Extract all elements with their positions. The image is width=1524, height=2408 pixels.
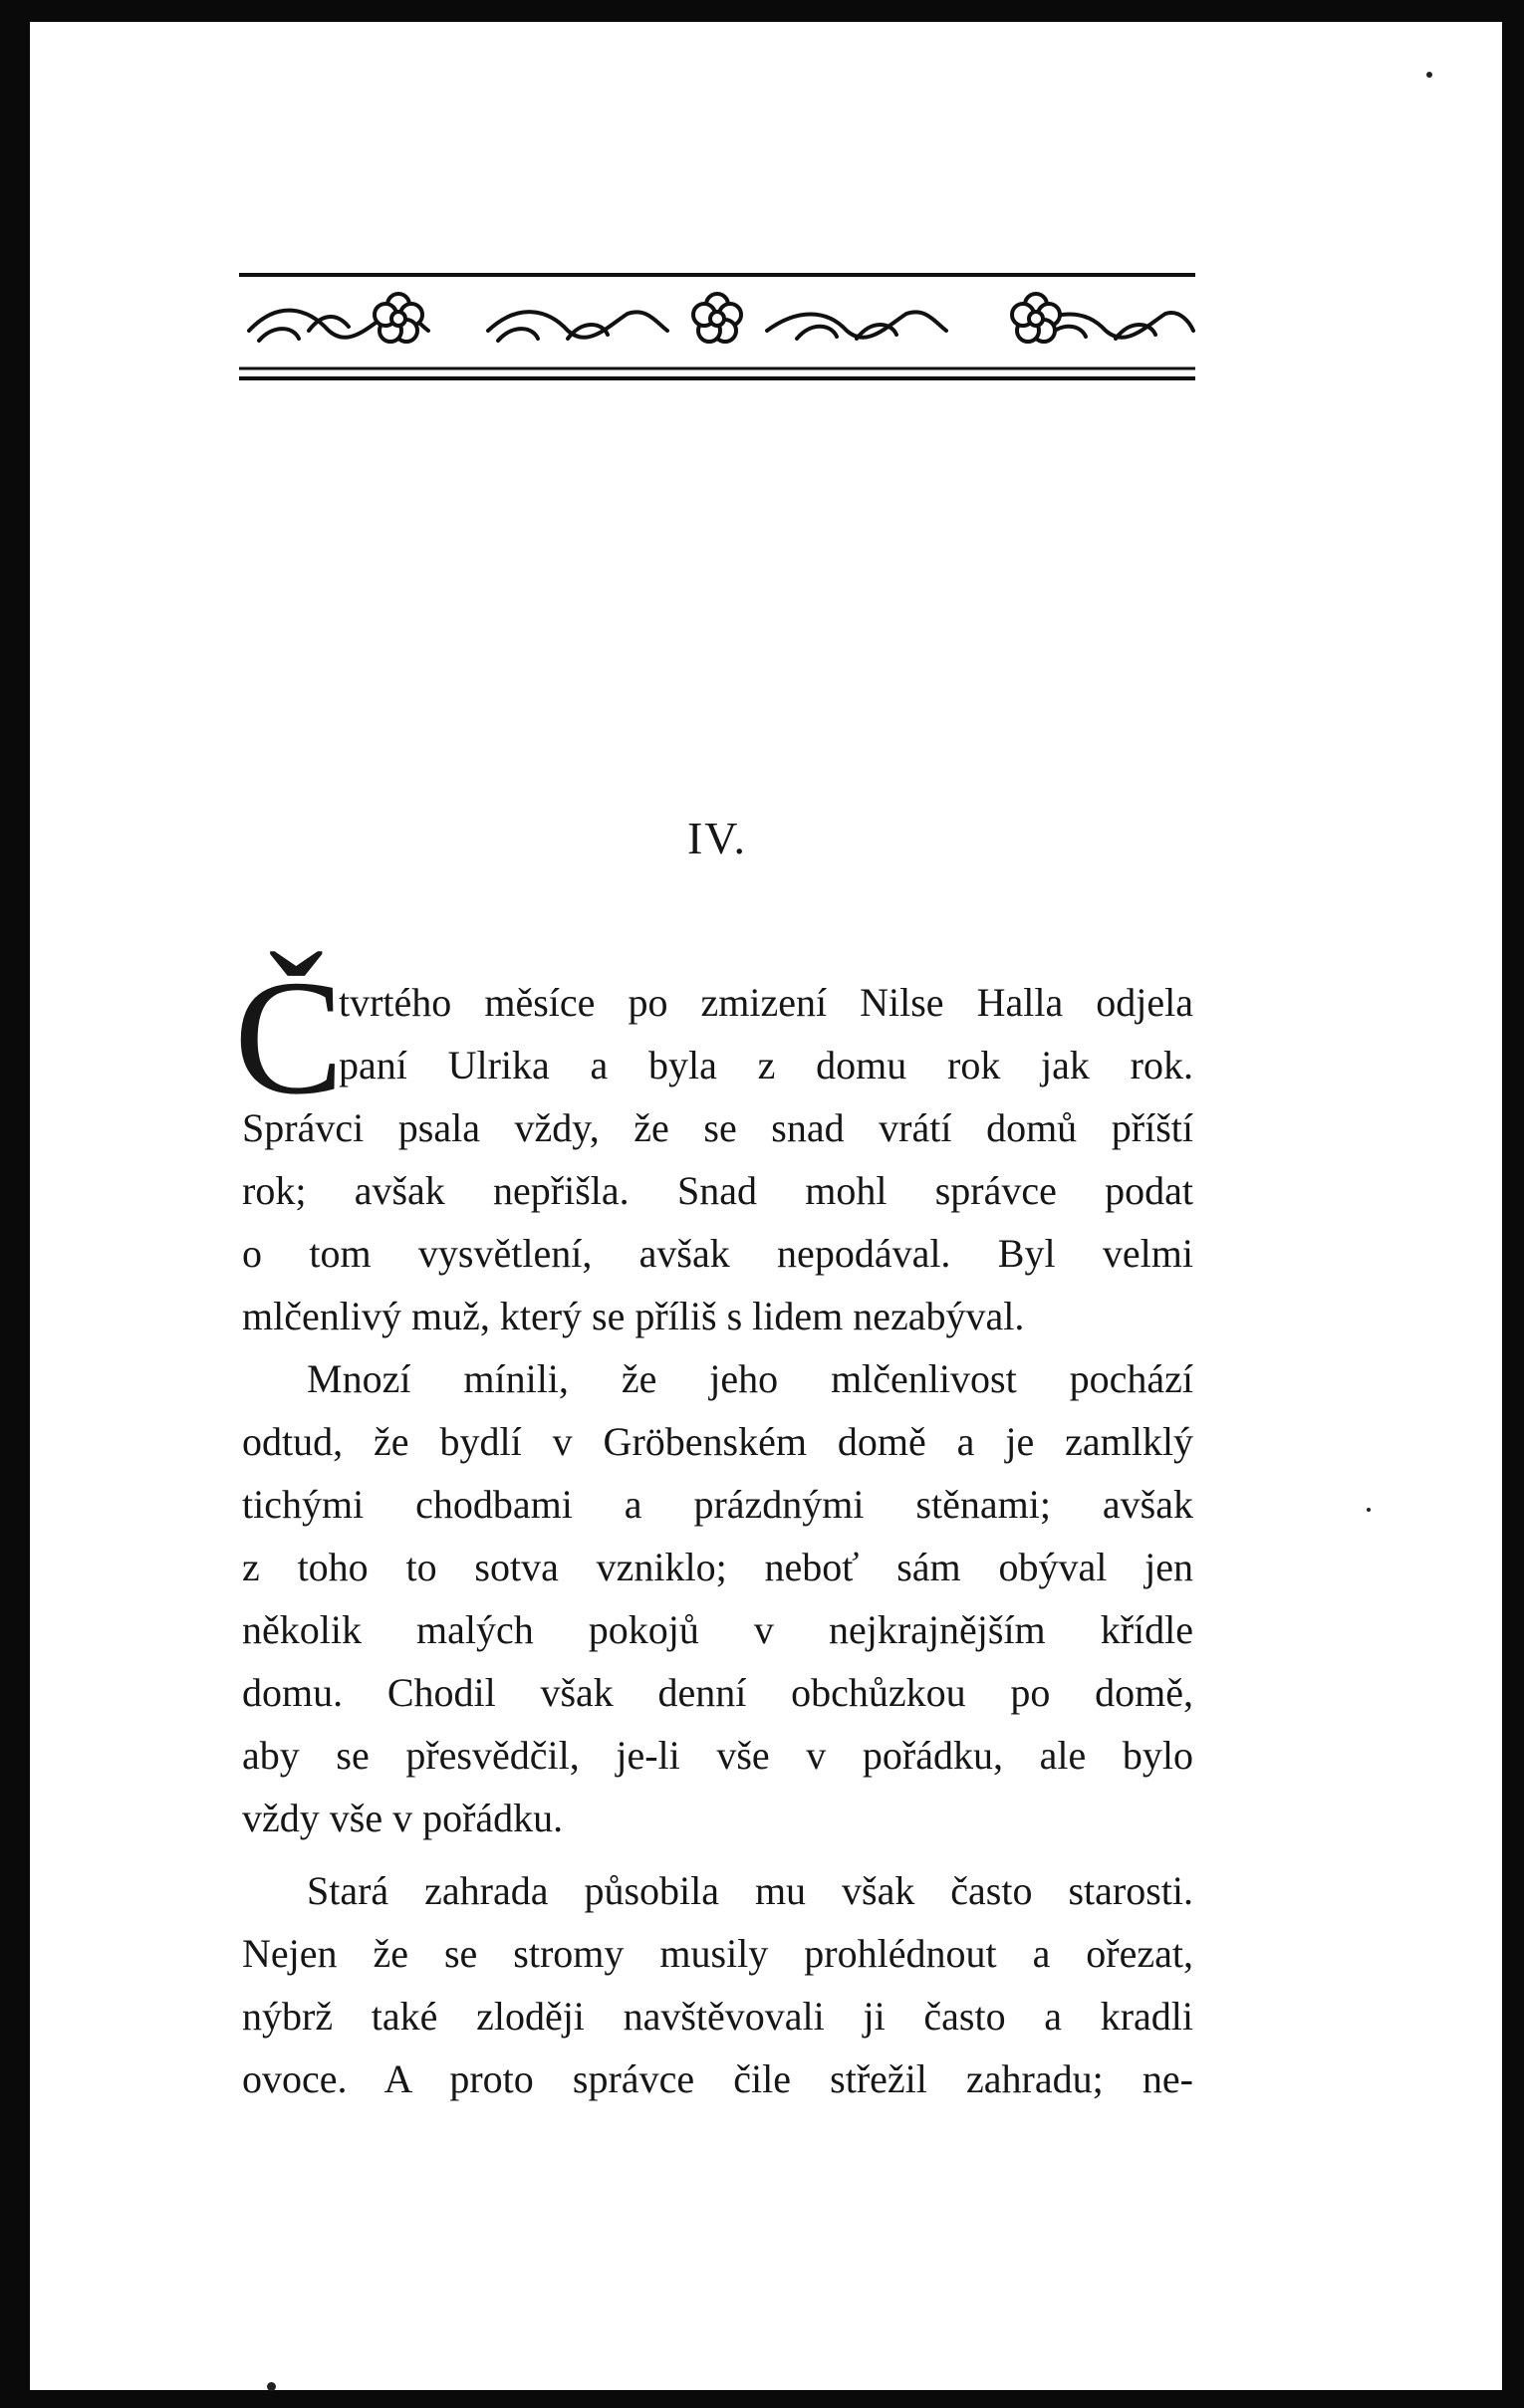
text-line: Mnozí mínili, že jeho mlčenlivost pochází <box>307 1356 1193 1401</box>
scan-edge-bottom <box>0 2390 1524 2408</box>
text-line: tvrtého měsíce po zmizení Nilse Halla odjela <box>339 980 1193 1025</box>
drop-cap: Č <box>234 946 345 1128</box>
scan-edge-right <box>1502 0 1524 2408</box>
text-line: aby se přesvědčil, je-li vše v pořádku, ale bylo <box>242 1733 1193 1778</box>
text-line: Stará zahrada působila mu však často starosti. <box>307 1868 1193 1913</box>
text-line: nýbrž také zloději navštěvovali ji často a kradli <box>242 1994 1193 2039</box>
scan-edge-top <box>0 0 1524 22</box>
paragraph-1 <box>234 946 1193 1347</box>
body-text <box>234 946 1193 2110</box>
paragraph-2 <box>242 1347 1193 1849</box>
text-line: ovoce. A proto správce čile střežil zahradu; ne- <box>242 2056 1193 2101</box>
text-line: Nejen že se stromy musily prohlédnout a ořezat, <box>242 1931 1193 1976</box>
text-line: paní Ulrika a byla z domu rok jak rok. <box>339 1043 1193 1087</box>
text-line: vždy vše v pořádku. <box>242 1796 564 1840</box>
text-line: několik malých pokojů v nejkrajnějším křídle <box>242 1607 1193 1652</box>
floral-ornament-header <box>239 269 1195 398</box>
scan-speck <box>1367 1508 1371 1512</box>
text-line: odtud, že bydlí v Gröbenském domě a je zamlklý <box>242 1419 1193 1464</box>
text-line: o tom vysvětlení, avšak nepodával. Byl velmi <box>242 1231 1193 1276</box>
text-line: domu. Chodil však denní obchůzkou po domě, <box>242 1670 1193 1715</box>
paragraph-3 <box>242 1859 1193 2110</box>
scan-speck <box>1426 72 1432 78</box>
scan-edge-left <box>0 0 30 2408</box>
text-line: rok; avšak nepřišla. Snad mohl správce podat <box>242 1168 1193 1213</box>
scan-speck <box>267 2382 276 2391</box>
text-line: Správci psala vždy, že se snad vrátí domů příští <box>242 1105 1193 1150</box>
text-line: tichými chodbami a prázdnými stěnami; avšak <box>242 1482 1193 1527</box>
text-line: z toho to sotva vzniklo; neboť sám obýval jen <box>242 1545 1193 1589</box>
text-line: mlčenlivý muž, který se příliš s lidem nezabýval. <box>242 1294 1025 1338</box>
chapter-heading: IV. <box>686 813 748 863</box>
